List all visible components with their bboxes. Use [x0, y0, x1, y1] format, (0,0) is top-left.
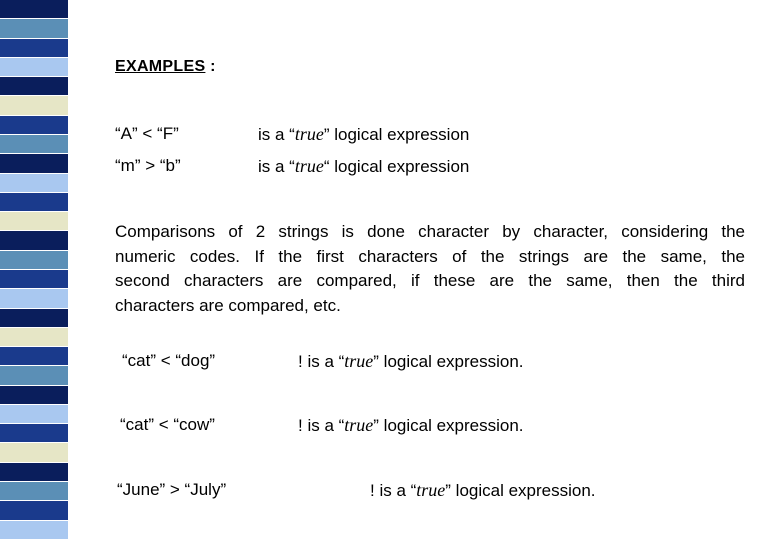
true-word: true	[294, 156, 324, 176]
true-word: true	[294, 124, 324, 144]
stripe-block	[0, 366, 68, 385]
true-word: true	[344, 351, 374, 371]
paragraph-line: Comparisons of 2 strings is done character by character, considering the	[115, 222, 745, 241]
explanation-paragraph	[115, 220, 745, 318]
true-word: true	[344, 415, 374, 435]
paragraph-line: second characters are compared, if these are the same, then the third	[115, 271, 745, 290]
stripe-block	[0, 405, 68, 424]
stripe-block	[0, 501, 68, 520]
decorative-stripe	[0, 0, 68, 540]
stripe-block	[0, 386, 68, 405]
stripe-block	[0, 19, 68, 38]
example-expression-1: “A” < “F”	[115, 124, 179, 143]
stripe-block	[0, 116, 68, 135]
stripe-block	[0, 154, 68, 173]
comparison-expression-3: “June” > “July”	[117, 480, 227, 499]
stripe-block	[0, 193, 68, 212]
stripe-block	[0, 347, 68, 366]
stripe-block	[0, 96, 68, 115]
comparison-result-3: ! is a “true” logical expression.	[370, 480, 596, 500]
example-expression-2: “m” > “b”	[115, 156, 181, 175]
stripe-block	[0, 463, 68, 482]
stripe-block	[0, 424, 68, 443]
paragraph-line: characters are compared, etc.	[115, 295, 341, 315]
stripe-block	[0, 135, 68, 154]
stripe-block	[0, 482, 68, 501]
comparison-expression-2: “cat” < “cow”	[120, 415, 215, 434]
example-result-1: is a “true” logical expression	[258, 124, 470, 144]
stripe-block	[0, 39, 68, 58]
stripe-block	[0, 0, 68, 19]
paragraph-line: numeric codes. If the first characters of the strings are the same, the	[115, 246, 745, 266]
example-result-2: is a “true“ logical expression	[258, 156, 470, 176]
comparison-result-1: ! is a “true” logical expression.	[298, 351, 524, 371]
stripe-block	[0, 443, 68, 462]
stripe-block	[0, 77, 68, 96]
stripe-block	[0, 58, 68, 77]
comparison-result-2: ! is a “true” logical expression.	[298, 415, 524, 435]
stripe-block	[0, 231, 68, 250]
stripe-block	[0, 251, 68, 270]
stripe-block	[0, 289, 68, 308]
stripe-block	[0, 212, 68, 231]
stripe-block	[0, 328, 68, 347]
true-word: true	[416, 480, 446, 500]
stripe-block	[0, 270, 68, 289]
stripe-block	[0, 521, 68, 540]
stripe-block	[0, 174, 68, 193]
comparison-expression-1: “cat” < “dog”	[122, 351, 216, 370]
stripe-block	[0, 309, 68, 328]
section-title: EXAMPLES :	[115, 58, 216, 75]
